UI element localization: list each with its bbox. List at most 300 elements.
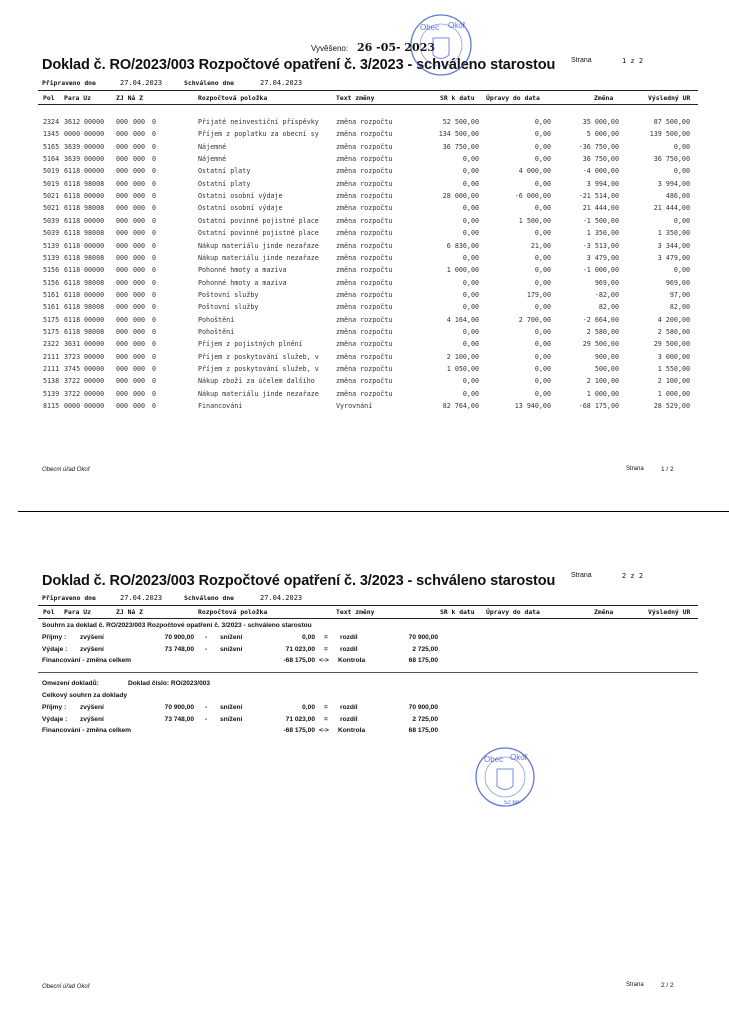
cell-pol: 5019 bbox=[43, 179, 60, 188]
col-text: Text změny bbox=[336, 94, 375, 102]
limit-label: Omezení dokladů: bbox=[42, 680, 99, 687]
cell-z: 0 bbox=[152, 179, 157, 188]
cell-para: 6118 bbox=[64, 167, 81, 176]
cell-vys: 3 000,00 bbox=[657, 352, 690, 361]
page2-title: Doklad č. RO/2023/003 Rozpočtové opatření č. 3/2023 - schváleno starostou bbox=[42, 573, 556, 589]
cell-na: 000 bbox=[133, 216, 146, 225]
summary-eq: = bbox=[324, 715, 328, 723]
cell-sr: 0,00 bbox=[462, 278, 479, 287]
cell-uz: 00000 bbox=[84, 241, 105, 250]
summary-kind: zvýšení bbox=[80, 704, 104, 711]
cell-na: 000 bbox=[133, 352, 146, 361]
prepared-label: Připraveno dne bbox=[42, 79, 96, 87]
page2-prepared-date: 27.04.2023 bbox=[120, 594, 163, 602]
cell-para: 3639 bbox=[64, 142, 81, 151]
cell-zj: 000 bbox=[116, 229, 129, 238]
page2-approved-date: 27.04.2023 bbox=[260, 594, 303, 602]
cell-z: 0 bbox=[152, 290, 157, 299]
cell-zj: 000 bbox=[116, 278, 129, 287]
cell-vys: 139 500,00 bbox=[649, 130, 690, 139]
cell-para: 6118 bbox=[64, 278, 81, 287]
cell-na: 000 bbox=[133, 229, 146, 238]
cell-uz: 00000 bbox=[84, 340, 105, 349]
footer-office: Obecní úřad Okoř bbox=[42, 467, 90, 473]
cell-uz: 00000 bbox=[84, 192, 105, 201]
cell-na: 000 bbox=[133, 142, 146, 151]
header-rule-bottom bbox=[38, 104, 698, 105]
cell-zm: 500,00 bbox=[594, 365, 619, 373]
cell-upr: 179,00 bbox=[526, 290, 551, 299]
cell-zm: 1 350,00 bbox=[586, 229, 619, 238]
cell-na: 000 bbox=[133, 303, 146, 312]
cell-zj: 000 bbox=[116, 179, 129, 188]
summary-increase: 70 900,00 bbox=[164, 704, 194, 711]
cell-sr: 82 764,00 bbox=[442, 402, 479, 411]
svg-text:52 68: 52 68 bbox=[504, 800, 520, 806]
page2-col-zj: ZJ Ná Z bbox=[116, 608, 143, 616]
cell-na: 000 bbox=[133, 266, 146, 275]
cell-uz: 98008 bbox=[84, 204, 105, 213]
summary-diff-label: rozdíl bbox=[340, 645, 358, 653]
table-row bbox=[0, 279, 729, 291]
cell-sr: 0,00 bbox=[462, 303, 479, 312]
cell-sr: 28 000,00 bbox=[442, 192, 479, 201]
cell-z: 0 bbox=[152, 253, 157, 262]
cell-zj: 000 bbox=[116, 340, 129, 349]
page2-col-upravy: Úpravy do data bbox=[486, 608, 540, 616]
cell-upr: 0,00 bbox=[534, 278, 551, 287]
cell-z: 0 bbox=[152, 327, 157, 336]
cell-na: 000 bbox=[133, 327, 146, 336]
cell-item: Příjem z poplatku za obecní sy bbox=[198, 130, 319, 139]
cell-text: změna rozpočtu bbox=[336, 130, 393, 139]
approved-label: Schváleno dne bbox=[184, 79, 235, 87]
financing-control-value: 68 175,00 bbox=[408, 657, 438, 664]
cell-uz: 98008 bbox=[84, 179, 105, 188]
cell-pol: 5161 bbox=[43, 290, 60, 299]
col-vysledny: Výsledný UR bbox=[648, 94, 691, 102]
cell-upr: -6 000,00 bbox=[514, 192, 551, 201]
table-row bbox=[0, 316, 729, 328]
cell-uz: 00000 bbox=[84, 402, 105, 411]
cell-zm: -1 500,00 bbox=[582, 216, 619, 225]
cell-zm: 36 750,00 bbox=[582, 155, 619, 164]
summary-kind: zvýšení bbox=[80, 645, 104, 653]
cell-upr: 21,00 bbox=[530, 241, 551, 250]
cell-uz: 98008 bbox=[84, 278, 105, 287]
summary-label: Příjmy : bbox=[42, 634, 67, 641]
cell-upr: 13 940,00 bbox=[514, 402, 551, 411]
summary-kind2: snížení bbox=[220, 715, 243, 723]
cell-upr: 0,00 bbox=[534, 155, 551, 164]
cell-uz: 00000 bbox=[84, 216, 105, 225]
prepared-date: 27.04.2023 bbox=[120, 79, 163, 87]
cell-para: 6118 bbox=[64, 192, 81, 201]
cell-upr: 0,00 bbox=[534, 377, 551, 386]
cell-zm: 3 479,00 bbox=[586, 253, 619, 262]
cell-text: změna rozpočtu bbox=[336, 229, 393, 238]
cell-zm: 1 000,00 bbox=[586, 389, 619, 398]
table-row bbox=[0, 353, 729, 365]
cell-zj: 000 bbox=[116, 389, 129, 398]
cell-para: 6118 bbox=[64, 315, 81, 324]
table-row bbox=[0, 291, 729, 303]
cell-para: 3723 bbox=[64, 352, 81, 361]
cell-z: 0 bbox=[152, 340, 157, 349]
summary-increase: 73 748,00 bbox=[164, 645, 194, 653]
page-title: Doklad č. RO/2023/003 Rozpočtové opatření č. 3/2023 - schváleno starostou bbox=[42, 57, 556, 73]
financing-control-label: Kontrola bbox=[338, 727, 366, 734]
cell-zj: 000 bbox=[116, 315, 129, 324]
cell-vys: 29 500,00 bbox=[653, 340, 690, 349]
cell-sr: 1 050,00 bbox=[446, 365, 479, 373]
cell-upr: 2 700,00 bbox=[518, 315, 551, 324]
table-row bbox=[0, 303, 729, 315]
table-row bbox=[0, 130, 729, 142]
summary-increase: 70 900,00 bbox=[164, 634, 194, 641]
cell-vys: 2 100,00 bbox=[657, 377, 690, 386]
cell-z: 0 bbox=[152, 241, 157, 250]
cell-z: 0 bbox=[152, 266, 157, 275]
cell-na: 000 bbox=[133, 290, 146, 299]
cell-item: Ostatní platy bbox=[198, 179, 251, 188]
cell-para: 6118 bbox=[64, 241, 81, 250]
summary-label: Výdaje : bbox=[42, 645, 68, 653]
table-row bbox=[0, 204, 729, 216]
cell-upr: 0,00 bbox=[534, 179, 551, 188]
cell-z: 0 bbox=[152, 130, 157, 139]
cell-vys: 1 350,00 bbox=[657, 229, 690, 238]
page2-prepared-label: Připraveno dne bbox=[42, 594, 96, 602]
cell-upr: 0,00 bbox=[534, 352, 551, 361]
cell-pol: 5156 bbox=[43, 266, 60, 275]
summary-decrease: 71 023,00 bbox=[285, 645, 315, 653]
cell-pol: 5175 bbox=[43, 315, 60, 324]
cell-upr: 0,00 bbox=[534, 253, 551, 262]
cell-para: 3612 bbox=[64, 118, 81, 126]
col-sr: SR k datu bbox=[440, 94, 475, 102]
cell-para: 3722 bbox=[64, 377, 81, 386]
cell-text: změna rozpočtu bbox=[336, 327, 393, 336]
cell-sr: 1 000,00 bbox=[446, 266, 479, 275]
page2-number: 2 z 2 bbox=[622, 572, 644, 580]
cell-sr: 0,00 bbox=[462, 253, 479, 262]
cell-item: Ostatní povinné pojistné place bbox=[198, 216, 319, 225]
cell-z: 0 bbox=[152, 352, 157, 361]
approved-date: 27.04.2023 bbox=[260, 79, 303, 87]
cell-zm: 2 100,00 bbox=[586, 377, 619, 386]
col-zmena: Změna bbox=[594, 94, 614, 102]
table-row bbox=[0, 229, 729, 241]
cell-na: 000 bbox=[133, 241, 146, 250]
cell-z: 0 bbox=[152, 204, 157, 213]
cell-para: 3745 bbox=[64, 365, 81, 373]
cell-z: 0 bbox=[152, 377, 157, 386]
cell-zm: -82,00 bbox=[594, 290, 619, 299]
cell-pol: 5161 bbox=[43, 303, 60, 312]
cell-vys: 97,00 bbox=[669, 290, 690, 299]
cell-sr: 36 750,00 bbox=[442, 142, 479, 151]
cell-sr: 0,00 bbox=[462, 229, 479, 238]
cell-uz: 98008 bbox=[84, 229, 105, 238]
cell-vys: 486,00 bbox=[665, 192, 690, 201]
cell-para: 3639 bbox=[64, 155, 81, 164]
cell-item: Přijaté neinvestiční příspěvky bbox=[198, 118, 319, 126]
cell-sr: 0,00 bbox=[462, 179, 479, 188]
cell-para: 6118 bbox=[64, 327, 81, 336]
cell-text: změna rozpočtu bbox=[336, 179, 393, 188]
cell-z: 0 bbox=[152, 229, 157, 238]
cell-para: 6118 bbox=[64, 303, 81, 312]
cell-zj: 000 bbox=[116, 167, 129, 176]
cell-vys: 3 479,00 bbox=[657, 253, 690, 262]
cell-z: 0 bbox=[152, 155, 157, 164]
cell-pol: 5138 bbox=[43, 377, 60, 386]
cell-zj: 000 bbox=[116, 241, 129, 250]
cell-item: Nákup materiálu jinde nezařaze bbox=[198, 389, 319, 398]
cell-vys: 0,00 bbox=[673, 266, 690, 275]
cell-sr: 0,00 bbox=[462, 327, 479, 336]
cell-zj: 000 bbox=[116, 266, 129, 275]
cell-uz: 00000 bbox=[84, 142, 105, 151]
cell-text: změna rozpočtu bbox=[336, 266, 393, 275]
cell-uz: 00000 bbox=[84, 266, 105, 275]
cell-z: 0 bbox=[152, 142, 157, 151]
cell-upr: 0,00 bbox=[534, 229, 551, 238]
cell-zj: 000 bbox=[116, 155, 129, 164]
cell-uz: 00000 bbox=[84, 167, 105, 176]
cell-item: Nájemné bbox=[198, 155, 227, 164]
financing-arrow: <-> bbox=[319, 727, 329, 734]
svg-text:Okoř: Okoř bbox=[510, 753, 528, 762]
page2-col-pol: Pol bbox=[43, 608, 55, 616]
cell-para: 6118 bbox=[64, 229, 81, 238]
footer2-page-label: Strana bbox=[626, 982, 644, 988]
cell-sr: 4 164,00 bbox=[446, 315, 479, 324]
cell-upr: 0,00 bbox=[534, 266, 551, 275]
summary-kind2: snížení bbox=[220, 704, 243, 711]
cell-zm: 35 000,00 bbox=[582, 118, 619, 126]
cell-vys: 0,00 bbox=[673, 167, 690, 176]
cell-na: 000 bbox=[133, 365, 146, 373]
cell-text: změna rozpočtu bbox=[336, 303, 393, 312]
cell-pol: 5165 bbox=[43, 142, 60, 151]
table-row bbox=[0, 217, 729, 229]
cell-para: 0000 bbox=[64, 402, 81, 411]
cell-z: 0 bbox=[152, 365, 157, 373]
summary-kind2: snížení bbox=[220, 645, 243, 653]
cell-zm: -68 175,00 bbox=[578, 402, 619, 411]
posted-label: Vyvěšeno: bbox=[311, 44, 349, 53]
cell-zm: 5 000,00 bbox=[586, 130, 619, 139]
table-row bbox=[0, 180, 729, 192]
summary-eq: = bbox=[324, 645, 328, 653]
summary-rule bbox=[38, 672, 698, 673]
cell-text: změna rozpočtu bbox=[336, 290, 393, 299]
cell-z: 0 bbox=[152, 389, 157, 398]
summary-dash: - bbox=[205, 634, 208, 641]
summary-diff-label: rozdíl bbox=[340, 634, 358, 641]
cell-upr: 0,00 bbox=[534, 340, 551, 349]
cell-pol: 8115 bbox=[43, 402, 60, 411]
table-row bbox=[0, 340, 729, 352]
cell-zj: 000 bbox=[116, 402, 129, 411]
cell-zm: -36 750,00 bbox=[578, 142, 619, 151]
cell-zm: -21 514,00 bbox=[578, 192, 619, 201]
cell-zj: 000 bbox=[116, 192, 129, 201]
page2-approved-label: Schváleno dne bbox=[184, 594, 235, 602]
cell-para: 6118 bbox=[64, 253, 81, 262]
col-upravy: Úpravy do data bbox=[486, 94, 540, 102]
cell-upr: 0,00 bbox=[534, 130, 551, 139]
cell-vys: 1 550,00 bbox=[657, 365, 690, 373]
page2-col-sr: SR k datu bbox=[440, 608, 475, 616]
cell-na: 000 bbox=[133, 278, 146, 287]
cell-item: Financování bbox=[198, 402, 243, 411]
cell-upr: 0,00 bbox=[534, 118, 551, 126]
cell-item: Pohoštění bbox=[198, 315, 235, 324]
page2-col-text: Text změny bbox=[336, 608, 375, 616]
cell-sr: 0,00 bbox=[462, 167, 479, 176]
cell-zj: 000 bbox=[116, 290, 129, 299]
financing-value: -68 175,00 bbox=[283, 727, 315, 734]
financing-label: Financování - změna celkem bbox=[42, 727, 132, 734]
cell-vys: 87 500,00 bbox=[653, 118, 690, 126]
cell-pol: 5139 bbox=[43, 389, 60, 398]
cell-vys: 3 344,00 bbox=[657, 241, 690, 250]
cell-upr: 0,00 bbox=[534, 204, 551, 213]
cell-na: 000 bbox=[133, 340, 146, 349]
svg-text:Obec: Obec bbox=[420, 23, 440, 32]
cell-uz: 00000 bbox=[84, 365, 105, 373]
cell-upr: 0,00 bbox=[534, 303, 551, 312]
cell-vys: 21 444,00 bbox=[653, 204, 690, 213]
summary-label: Příjmy : bbox=[42, 704, 67, 711]
cell-zj: 000 bbox=[116, 216, 129, 225]
cell-na: 000 bbox=[133, 253, 146, 262]
cell-pol: 1345 bbox=[43, 130, 60, 139]
summary-diff: 2 725,00 bbox=[412, 715, 438, 723]
cell-vys: 28 529,00 bbox=[653, 402, 690, 411]
summary-increase: 73 748,00 bbox=[164, 715, 194, 723]
table-row bbox=[0, 167, 729, 179]
page-number: 1 z 2 bbox=[622, 57, 644, 65]
limit-value: Doklad číslo: RO/2023/003 bbox=[128, 680, 211, 687]
financing-label: Financování - změna celkem bbox=[42, 657, 132, 664]
cell-item: Příjem z poskytování služeb, v bbox=[198, 352, 319, 361]
cell-uz: 00000 bbox=[84, 389, 105, 398]
cell-zj: 000 bbox=[116, 204, 129, 213]
cell-uz: 00000 bbox=[84, 155, 105, 164]
cell-text: změna rozpočtu bbox=[336, 365, 393, 373]
cell-item: Ostatní povinné pojistné place bbox=[198, 229, 319, 238]
cell-pol: 5175 bbox=[43, 327, 60, 336]
footer-page: 1 / 2 bbox=[661, 466, 674, 473]
cell-zj: 000 bbox=[116, 303, 129, 312]
summary-kind: zvýšení bbox=[80, 634, 104, 641]
cell-uz: 00000 bbox=[84, 315, 105, 324]
cell-na: 000 bbox=[133, 167, 146, 176]
col-para: Para Uz bbox=[64, 94, 91, 102]
cell-na: 000 bbox=[133, 402, 146, 411]
cell-text: změna rozpočtu bbox=[336, 118, 393, 126]
page2-header-rule-top bbox=[38, 605, 698, 606]
footer2-page: 2 / 2 bbox=[661, 982, 674, 989]
summary-eq: = bbox=[324, 704, 328, 711]
cell-vys: 0,00 bbox=[673, 142, 690, 151]
cell-item: Ostatní platy bbox=[198, 167, 251, 176]
cell-uz: 98008 bbox=[84, 303, 105, 312]
cell-zm: 29 500,00 bbox=[582, 340, 619, 349]
cell-pol: 5021 bbox=[43, 204, 60, 213]
cell-item: Poštovní služby bbox=[198, 290, 259, 299]
summary-dash: - bbox=[205, 704, 208, 711]
cell-na: 000 bbox=[133, 155, 146, 164]
cell-zm: 21 444,00 bbox=[582, 204, 619, 213]
cell-text: změna rozpočtu bbox=[336, 340, 393, 349]
cell-sr: 0,00 bbox=[462, 340, 479, 349]
cell-item: Příjem z pojistných plnění bbox=[198, 340, 303, 349]
cell-na: 000 bbox=[133, 204, 146, 213]
summary-decrease: 0,00 bbox=[302, 634, 315, 641]
cell-text: změna rozpočtu bbox=[336, 253, 393, 262]
summary-label: Výdaje : bbox=[42, 715, 68, 723]
cell-para: 6118 bbox=[64, 179, 81, 188]
cell-vys: 1 000,00 bbox=[657, 389, 690, 398]
cell-zj: 000 bbox=[116, 327, 129, 336]
table-row bbox=[0, 266, 729, 278]
header-rule-top bbox=[38, 90, 698, 91]
financing-control-label: Kontrola bbox=[338, 657, 366, 664]
page2-col-item: Rozpočtová položka bbox=[198, 608, 268, 616]
cell-sr: 0,00 bbox=[462, 155, 479, 164]
cell-zj: 000 bbox=[116, 352, 129, 361]
cell-zm: 969,00 bbox=[594, 278, 619, 287]
cell-zm: -1 000,00 bbox=[582, 266, 619, 275]
table-row bbox=[0, 242, 729, 254]
cell-vys: 0,00 bbox=[673, 216, 690, 225]
summary-diff-label: rozdíl bbox=[340, 715, 358, 723]
cell-pol: 5039 bbox=[43, 229, 60, 238]
summary-decrease: 0,00 bbox=[302, 704, 315, 711]
summary-eq: = bbox=[324, 634, 328, 641]
cell-zm: -4 000,00 bbox=[582, 167, 619, 176]
cell-text: změna rozpočtu bbox=[336, 155, 393, 164]
svg-text:Obec: Obec bbox=[484, 755, 504, 764]
cell-vys: 2 580,00 bbox=[657, 327, 690, 336]
cell-item: Pohonné hmoty a maziva bbox=[198, 266, 287, 275]
cell-sr: 6 836,00 bbox=[446, 241, 479, 250]
cell-upr: 0,00 bbox=[534, 142, 551, 151]
cell-text: změna rozpočtu bbox=[336, 192, 393, 201]
table-row bbox=[0, 155, 729, 167]
financing-control-value: 68 175,00 bbox=[408, 727, 438, 734]
summary-diff-label: rozdíl bbox=[340, 704, 358, 711]
table-row bbox=[0, 328, 729, 340]
cell-uz: 00000 bbox=[84, 377, 105, 386]
cell-pol: 5021 bbox=[43, 192, 60, 201]
cell-item: Ostatní osobní výdaje bbox=[198, 192, 283, 201]
cell-para: 3631 bbox=[64, 340, 81, 349]
cell-para: 6118 bbox=[64, 266, 81, 275]
cell-upr: 4 000,00 bbox=[518, 167, 551, 176]
cell-pol: 2111 bbox=[43, 352, 60, 361]
cell-uz: 00000 bbox=[84, 290, 105, 299]
cell-zm: -3 513,00 bbox=[582, 241, 619, 250]
page2-label: Strana bbox=[571, 572, 592, 579]
cell-na: 000 bbox=[133, 118, 146, 126]
summary-title: Souhrn za doklad č. RO/2023/003 Rozpočtové opatření č. 3/2023 - schváleno starostou bbox=[42, 622, 312, 629]
